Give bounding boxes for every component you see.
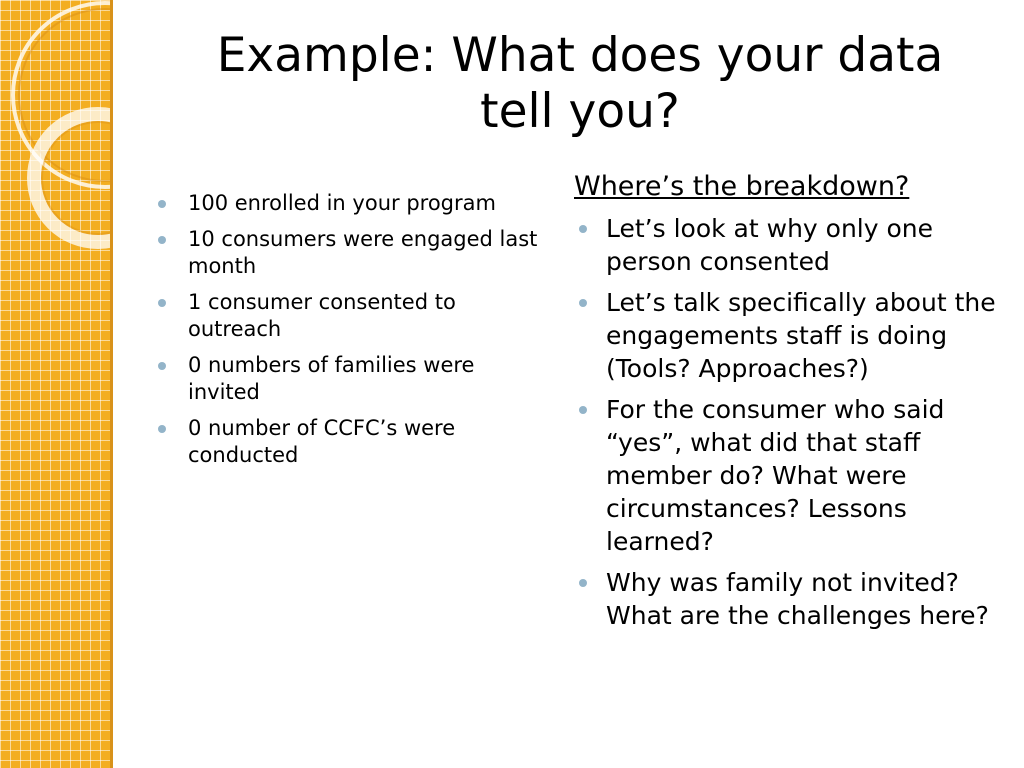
list-item xyxy=(155,226,540,280)
list-item xyxy=(574,393,1004,558)
title-line-2: tell you? xyxy=(480,84,680,139)
breakdown-heading: Where’s the breakdown? xyxy=(574,171,910,202)
list-item-text: 1 consumer consented to outreach xyxy=(188,290,456,341)
title-line-1: Example: What does your data xyxy=(216,28,944,83)
list-item xyxy=(574,212,1004,278)
list-item-text: 0 number of CCFC’s were conducted xyxy=(188,416,456,467)
slide-title xyxy=(170,28,990,140)
list-item-text: 0 numbers of families were invited xyxy=(188,353,475,404)
list-item xyxy=(155,289,540,343)
bullet-icon xyxy=(158,200,166,208)
breakdown-section xyxy=(574,170,1004,640)
list-item xyxy=(574,286,1004,385)
decorative-side-band xyxy=(0,0,113,768)
list-item xyxy=(574,566,1004,632)
list-item-text: Let’s look at why only one person consented xyxy=(606,214,934,276)
list-item-text: 100 enrolled in your program xyxy=(188,191,496,215)
bullet-icon xyxy=(579,299,587,307)
list-item xyxy=(155,190,540,217)
bullet-icon xyxy=(158,236,166,244)
list-item xyxy=(155,415,540,469)
list-item-text: For the consumer who said “yes”, what did that staff member do? What were circumstances? Lessons learned? xyxy=(606,395,945,556)
bullet-icon xyxy=(579,406,587,414)
bullet-icon xyxy=(158,362,166,370)
data-points-list xyxy=(155,190,540,478)
bullet-icon xyxy=(158,425,166,433)
bullet-icon xyxy=(158,299,166,307)
list-item-text: Let’s talk specifically about the engagements staff is doing (Tools? Approaches?) xyxy=(606,288,996,383)
list-item-text: Why was family not invited? What are the challenges here? xyxy=(606,568,989,630)
circle-decoration-icon xyxy=(0,0,113,768)
bullet-icon xyxy=(579,225,587,233)
list-item-text: 10 consumers were engaged last month xyxy=(188,227,538,278)
bullet-icon xyxy=(579,579,587,587)
list-item xyxy=(155,352,540,406)
